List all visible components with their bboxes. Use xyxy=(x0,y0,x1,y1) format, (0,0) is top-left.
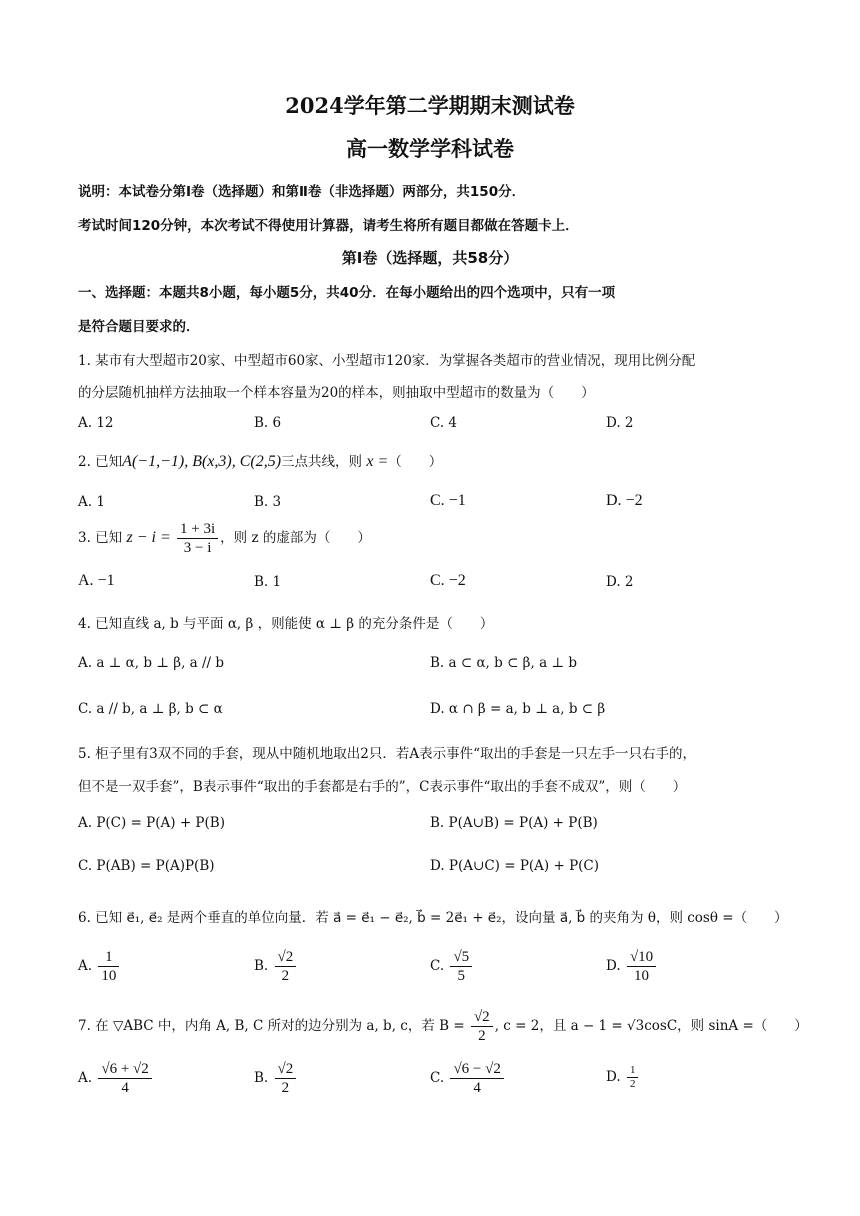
q3-fraction xyxy=(177,520,218,557)
q7-a-den: 4 xyxy=(121,1080,129,1096)
q7-option-d-label: D. xyxy=(606,1069,621,1085)
q6-b-den: 2 xyxy=(281,968,290,984)
q7-b-den: 2 xyxy=(478,1028,486,1044)
q6-d-num: √10 xyxy=(627,948,656,967)
q7-option-b-fraction xyxy=(275,1060,297,1097)
q7-opt-b-den: 2 xyxy=(281,1080,290,1096)
q7-stem-b: , c = 2，且 a − 1 = √3cosC，则 sinA =（ ） xyxy=(494,1018,808,1034)
q2-option-b: B. 3 xyxy=(254,494,282,510)
q7-c-den: 4 xyxy=(473,1080,481,1096)
exam-subtitle: 高一数学学科试卷 xyxy=(346,136,514,161)
q7-option-c xyxy=(430,1060,506,1097)
q6-option-d xyxy=(606,948,658,985)
q7-stem-a: 7. 在 ▽ABC 中，内角 A, B, C 所对的边分别为 a, b, c，若 B = xyxy=(78,1018,465,1034)
q6-option-c-fraction xyxy=(450,948,472,985)
q6-b-num: √2 xyxy=(275,948,297,967)
q2-stem xyxy=(78,450,442,471)
q5-option-c: C. P(AB) = P(A)P(B) xyxy=(78,858,215,874)
q3-option-a: A. −1 xyxy=(78,572,115,589)
q2-option-d: D. −2 xyxy=(606,492,643,509)
q7-option-b-label: B. xyxy=(254,1070,269,1086)
q7-opt-b-num: √2 xyxy=(275,1060,297,1079)
q6-option-d-fraction xyxy=(627,948,656,985)
part-title: 第Ⅰ卷（选择题，共58分） xyxy=(341,249,519,267)
q4-option-c: C. a // b, a ⊥ β, b ⊂ α xyxy=(78,701,223,717)
q2-points: A(−1,−1), B(x,3), C(2,5) xyxy=(122,453,282,470)
q3-stem xyxy=(78,520,371,557)
q7-option-a-fraction xyxy=(98,1060,151,1097)
q1-option-c: C. 4 xyxy=(430,415,458,431)
q1-stem-line-1: 1. 某市有大型超市20家、中型超市60家、小型超市120家．为掌握各类超市的营业情况，现用比例分配 xyxy=(78,353,696,369)
q7-d-den: 2 xyxy=(629,1078,636,1090)
q2-suffix: （ ） xyxy=(388,454,443,470)
q7-a-num: √6 + √2 xyxy=(98,1060,151,1079)
q1-stem-line-2: 的分层随机抽样方法抽取一个样本容量为20的样本，则抽取中型超市的数量为（ ） xyxy=(78,385,595,401)
q6-c-den: 5 xyxy=(457,968,466,984)
q7-stem xyxy=(78,1008,808,1045)
q3-lhs: z − i = xyxy=(126,529,171,546)
q3-option-d: D. 2 xyxy=(606,574,634,590)
q4-option-b: B. a ⊂ α, b ⊂ β, a ⊥ b xyxy=(430,655,578,671)
q7-option-a xyxy=(78,1060,154,1097)
q3-option-b: B. 1 xyxy=(254,574,282,590)
q7-option-b xyxy=(254,1060,298,1097)
q6-option-d-label: D. xyxy=(606,958,621,974)
section-heading-line-1: 一、选择题：本题共8小题，每小题5分，共40分．在每小题给出的四个选项中，只有一项 xyxy=(78,285,616,301)
q7-d-num: 1 xyxy=(627,1064,639,1078)
q4-option-a: A. a ⊥ α, b ⊥ β, a // b xyxy=(78,655,225,671)
q7-option-a-label: A. xyxy=(78,1070,93,1086)
q6-d-den: 10 xyxy=(634,968,650,984)
q5-stem-line-1: 5. 柜子里有3双不同的手套，现从中随机地取出2只．若A表示事件“取出的手套是一只左手一只右手的， xyxy=(78,746,696,762)
section-heading-line-2: 是符合题目要求的． xyxy=(78,319,200,335)
q4-stem: 4. 已知直线 a, b 与平面 α, β ，则能使 α ⊥ β 的充分条件是（ ） xyxy=(78,616,494,632)
q2-var: x = xyxy=(366,453,389,470)
q6-option-a-label: A. xyxy=(78,958,93,974)
q6-option-b-label: B. xyxy=(254,958,269,974)
q2-option-a: A. 1 xyxy=(78,494,105,510)
q6-stem: 6. 已知 e⃗₁, e⃗₂ 是两个垂直的单位向量．若 a⃗ = e⃗₁ − e⃗₂, b⃗ = 2e⃗₁ + e⃗₂，设向量 a⃗, b⃗ 的夹角为 θ，则 cosθ =（ ） xyxy=(78,910,788,926)
q1-option-d: D. 2 xyxy=(606,415,634,431)
q1-option-a: A. 12 xyxy=(78,415,114,431)
q7-option-d-fraction xyxy=(627,1064,639,1091)
q2-option-c: C. −1 xyxy=(430,492,466,509)
q3-fraction-den: 3 − i xyxy=(183,540,212,556)
q6-option-c-label: C. xyxy=(430,958,445,974)
exam-title: 2024学年第二学期期末测试卷 xyxy=(285,93,575,118)
q7-option-c-fraction xyxy=(450,1060,503,1097)
q6-option-a xyxy=(78,948,121,985)
q6-a-den: 10 xyxy=(101,968,117,984)
q2-prefix: 2. 已知 xyxy=(78,454,123,470)
q7-option-c-label: C. xyxy=(430,1070,445,1086)
q3-suffix: ，则 z 的虚部为（ ） xyxy=(220,530,371,546)
q7-b-num: √2 xyxy=(471,1008,493,1027)
exam-note-2: 考试时间120分钟，本次考试不得使用计算器，请考生将所有题目都做在答题卡上． xyxy=(78,218,579,234)
q3-fraction-num: 1 + 3i xyxy=(177,520,218,539)
q7-option-d xyxy=(606,1064,640,1091)
q5-option-b: B. P(A∪B) = P(A) + P(B) xyxy=(430,815,598,831)
q7-c-num: √6 − √2 xyxy=(450,1060,503,1079)
q6-option-b-fraction xyxy=(275,948,297,985)
q3-prefix: 3. 已知 xyxy=(78,530,123,546)
q6-option-b xyxy=(254,948,298,985)
q5-option-d: D. P(A∪C) = P(A) + P(C) xyxy=(430,858,600,874)
q7-b-fraction xyxy=(471,1008,493,1045)
q6-option-c xyxy=(430,948,474,985)
q3-option-c: C. −2 xyxy=(430,572,466,589)
q6-c-num: √5 xyxy=(450,948,472,967)
q2-mid: 三点共线，则 xyxy=(281,454,363,470)
q5-option-a: A. P(C) = P(A) + P(B) xyxy=(78,815,225,831)
q4-option-d: D. α ∩ β = a, b ⊥ a, b ⊂ β xyxy=(430,701,606,717)
exam-note-1: 说明：本试卷分第Ⅰ卷（选择题）和第Ⅱ卷（非选择题）两部分，共150分． xyxy=(78,184,526,200)
q5-stem-line-2: 但不是一双手套”，B表示事件“取出的手套都是右手的”，C表示事件“取出的手套不成双”，则（ ） xyxy=(78,779,687,795)
q6-a-num: 1 xyxy=(98,948,119,967)
q1-option-b: B. 6 xyxy=(254,415,282,431)
q6-option-a-fraction xyxy=(98,948,119,985)
